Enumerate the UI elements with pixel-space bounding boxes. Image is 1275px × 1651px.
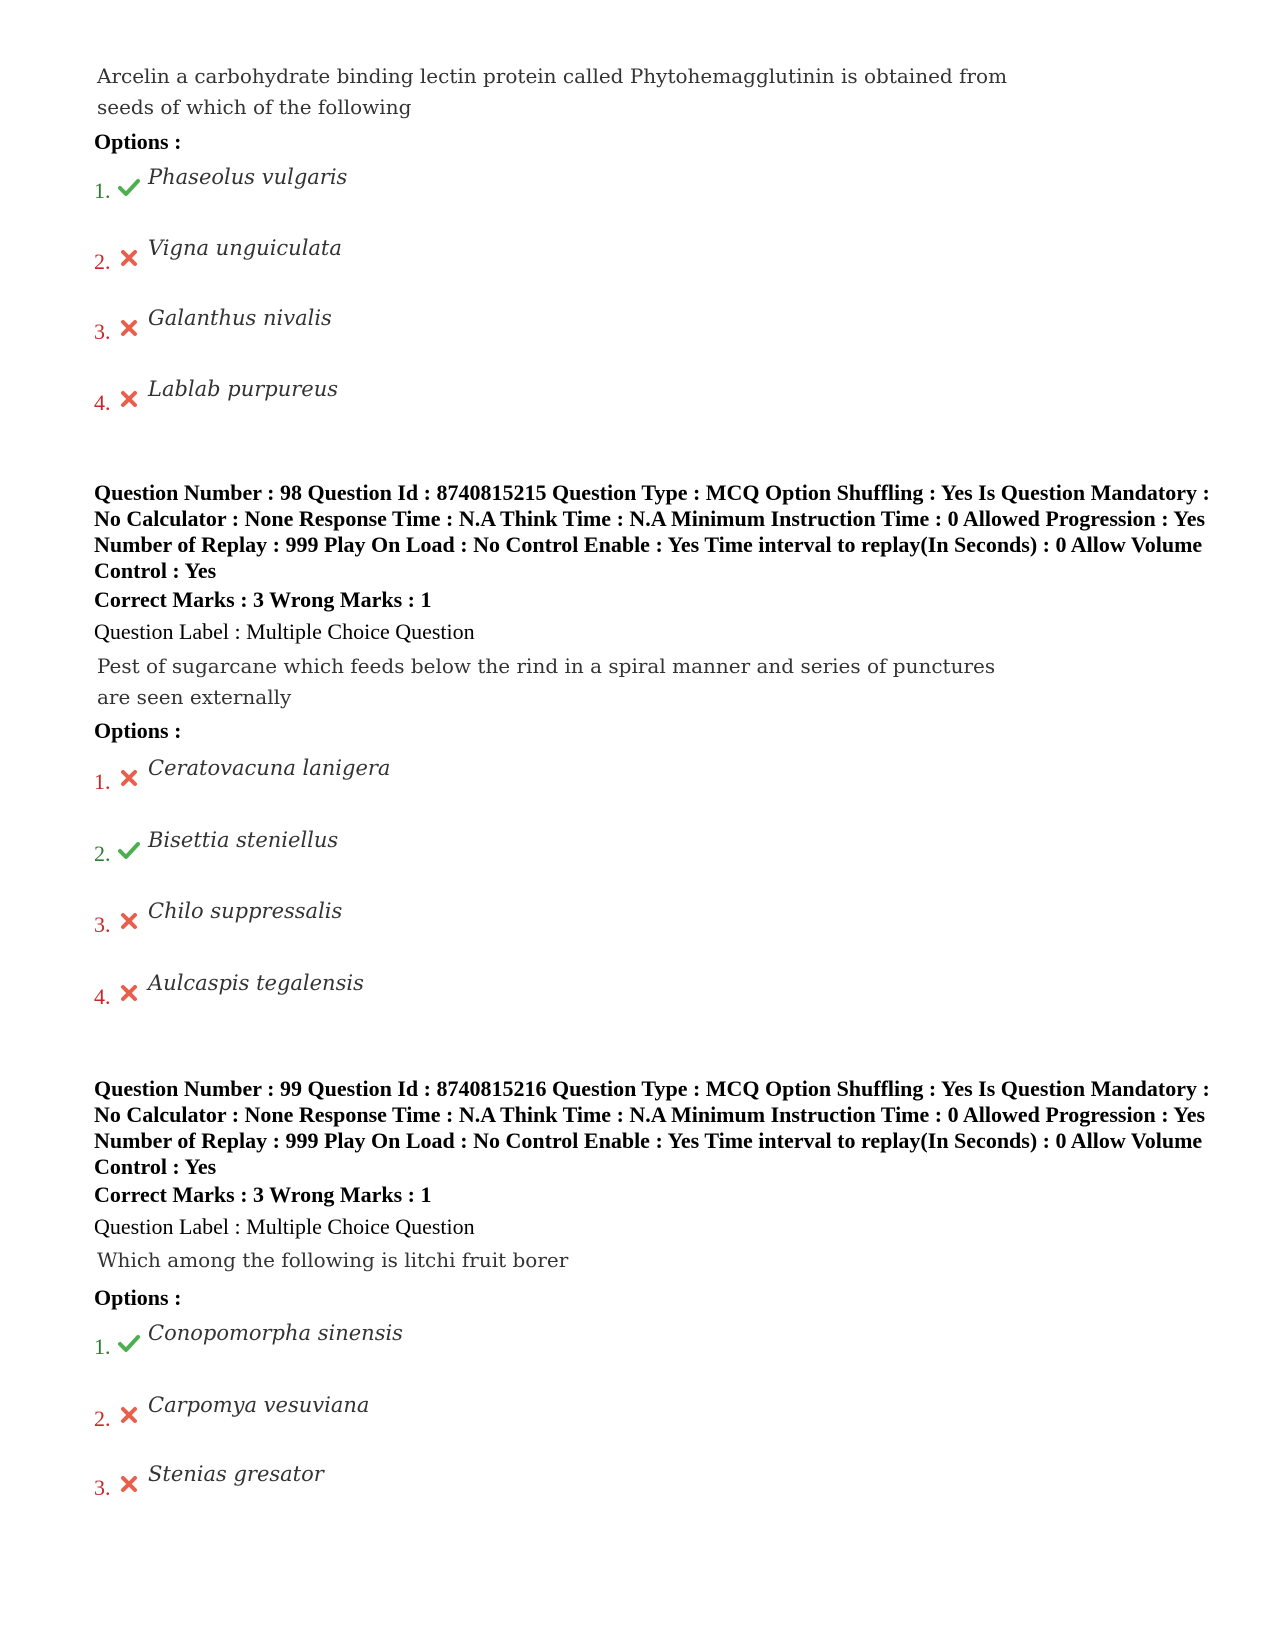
options-heading: Options : [94,129,182,154]
question-text [97,1245,568,1276]
option-text: Chilo suppressalis [148,899,343,923]
option-item [94,827,594,867]
option-item [94,376,594,416]
option-text: Aulcaspis tegalensis [148,971,364,995]
question-text-line: Pest of sugarcane which feeds below the rind in a spiral manner and series of punctures [97,654,996,678]
options-heading: Options : [94,718,182,743]
question-label: Question Label : Multiple Choice Question [94,1214,475,1239]
question-label: Question Label : Multiple Choice Question [94,619,475,644]
question-meta: Question Number : 99 Question Id : 8740815216 Question Type : MCQ Option Shuffling : Yes Is Question Mandatory : No Calculator : None Response Time : N.A Think Time : N.A Minimum Instruction Time : 0 Allowed Progression : Yes Number of Replay : 999 Play On Load : No Control Enable : Yes Time interval to replay(In Seconds) : 0 Allow Volume Control : Yes [94,1076,1210,1179]
option-text: Conopomorpha sinensis [148,1321,403,1345]
cross-icon [118,317,140,339]
cross-icon [118,767,140,789]
question-text [97,651,995,713]
option-number: 1. [94,178,111,203]
option-item [94,1392,594,1432]
option-item [94,1320,594,1360]
cross-icon [118,910,140,932]
option-item [94,755,594,795]
option-number: 1. [94,769,111,794]
question-marks: Correct Marks : 3 Wrong Marks : 1 [94,587,432,612]
option-number: 3. [94,912,111,937]
check-icon [118,1332,140,1354]
option-item [94,970,594,1010]
option-item [94,1461,594,1501]
option-text: Stenias gresator [148,1462,324,1486]
option-item [94,164,594,204]
option-text: Ceratovacuna lanigera [148,756,391,780]
question-text-line: seeds of which of the following [97,95,412,119]
option-item [94,305,594,345]
option-text: Vigna unguiculata [148,236,342,260]
option-item [94,898,594,938]
option-number: 2. [94,841,111,866]
option-number: 2. [94,249,111,274]
option-text: Carpomya vesuviana [148,1393,370,1417]
question-text-line: are seen externally [97,685,292,709]
question-text-line: Which among the following is litchi fruit borer [97,1248,569,1272]
cross-icon [118,388,140,410]
question-marks: Correct Marks : 3 Wrong Marks : 1 [94,1182,432,1207]
option-number: 1. [94,1334,111,1359]
option-text: Phaseolus vulgaris [148,165,348,189]
option-number: 4. [94,984,111,1009]
options-heading: Options : [94,1285,182,1310]
option-text: Lablab purpureus [148,377,339,401]
option-text: Galanthus nivalis [148,306,332,330]
option-item [94,235,594,275]
cross-icon [118,982,140,1004]
cross-icon [118,1473,140,1495]
check-icon [118,839,140,861]
cross-icon [118,247,140,269]
check-icon [118,176,140,198]
option-text: Bisettia steniellus [148,828,339,852]
question-meta: Question Number : 98 Question Id : 8740815215 Question Type : MCQ Option Shuffling : Yes Is Question Mandatory : No Calculator : None Response Time : N.A Think Time : N.A Minimum Instruction Time : 0 Allowed Progression : Yes Number of Replay : 999 Play On Load : No Control Enable : Yes Time interval to replay(In Seconds) : 0 Allow Volume Control : Yes [94,480,1210,583]
option-number: 3. [94,319,111,344]
option-number: 3. [94,1475,111,1500]
question-text-line: Arcelin a carbohydrate binding lectin protein called Phytohemagglutinin is obtained from [97,64,1008,88]
question-text [97,61,1007,123]
option-number: 2. [94,1406,111,1431]
cross-icon [118,1404,140,1426]
option-number: 4. [94,390,111,415]
